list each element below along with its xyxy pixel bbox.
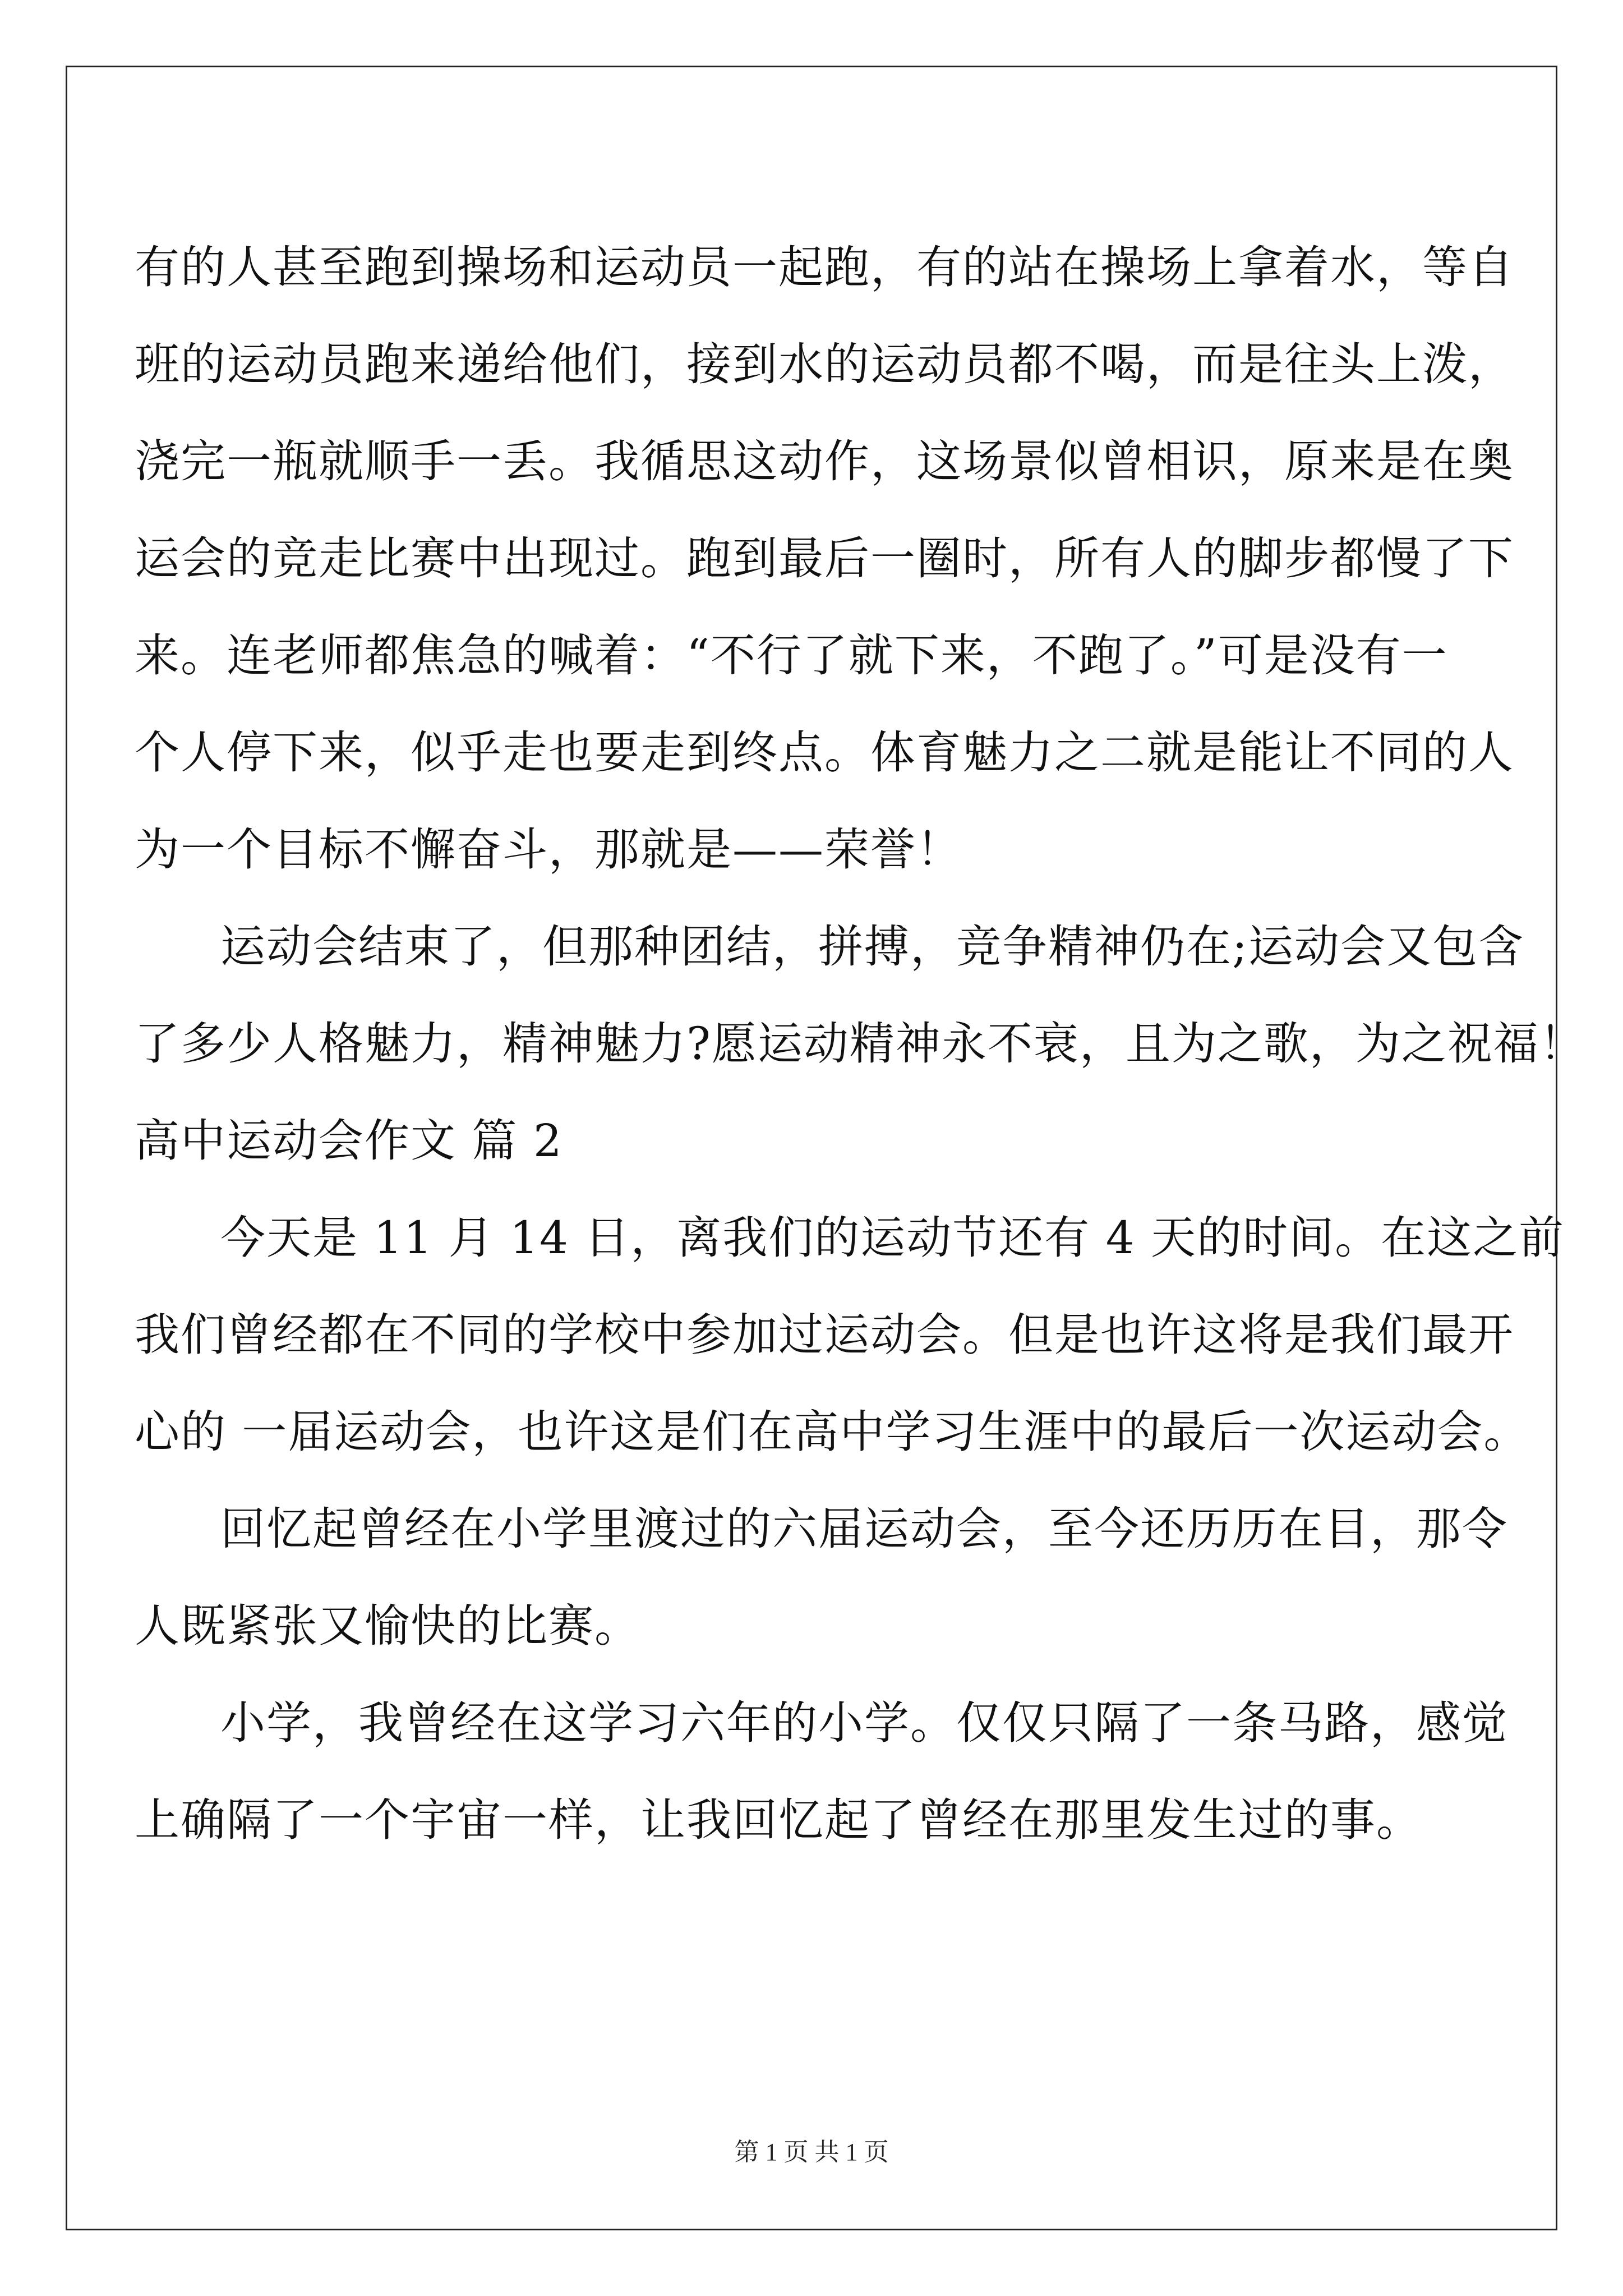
text-line: 来。连老师都焦急的喊着：“不行了就下来，不跑了。”可是没有一 (135, 629, 1448, 682)
text-line: 我们曾经都在不同的学校中参加过运动会。但是也许这将是我们最开 (135, 1309, 1514, 1361)
text-line: 人既紧张又愉快的比赛。 (135, 1600, 640, 1652)
text-line: 回忆起曾经在小学里渡过的六届运动会，至今还历历在目，那令 (220, 1503, 1508, 1555)
text-line: 个人停下来，似乎走也要走到终点。体育魅力之二就是能让不同的人 (135, 726, 1514, 779)
text-line: 班的运动员跑来递给他们，接到水的运动员都不喝，而是往头上泼， (135, 338, 1514, 390)
document-body (135, 219, 1585, 1869)
text-line: 运会的竞走比赛中出现过。跑到最后一圈时，所有人的脚步都慢了下 (135, 532, 1514, 585)
section-heading: 高中运动会作文 篇 2 (135, 1115, 563, 1167)
page-number: 第 1 页 共 1 页 (734, 2138, 889, 2166)
text-line: 有的人甚至跑到操场和运动员一起跑，有的站在操场上拿着水，等自 (135, 241, 1514, 293)
text-line: 浇完一瓶就顺手一丢。我循思这动作，这场景似曾相识，原来是在奥 (135, 435, 1514, 487)
text-line: 上确隔了一个宇宙一样，让我回忆起了曾经在那里发生过的事。 (135, 1794, 1422, 1846)
text-line: 了多少人格魅力，精神魅力?愿运动精神永不衰，且为之歌，为之祝福！ (135, 1018, 1585, 1070)
text-line: 运动会结束了，但那种团结，拼搏，竞争精神仍在;运动会又包含 (220, 921, 1524, 973)
text-line: 心的 一届运动会，也许这是们在高中学习生涯中的最后一次运动会。 (135, 1406, 1530, 1458)
text-line: 为一个目标不懈奋斗，那就是——荣誉！ (135, 823, 962, 876)
text-line: 今天是 11 月 14 日，离我们的运动节还有 4 天的时间。在这之前 (220, 1212, 1565, 1264)
text-line: 小学，我曾经在这学习六年的小学。仅仅只隔了一条马路，感觉 (220, 1697, 1508, 1749)
